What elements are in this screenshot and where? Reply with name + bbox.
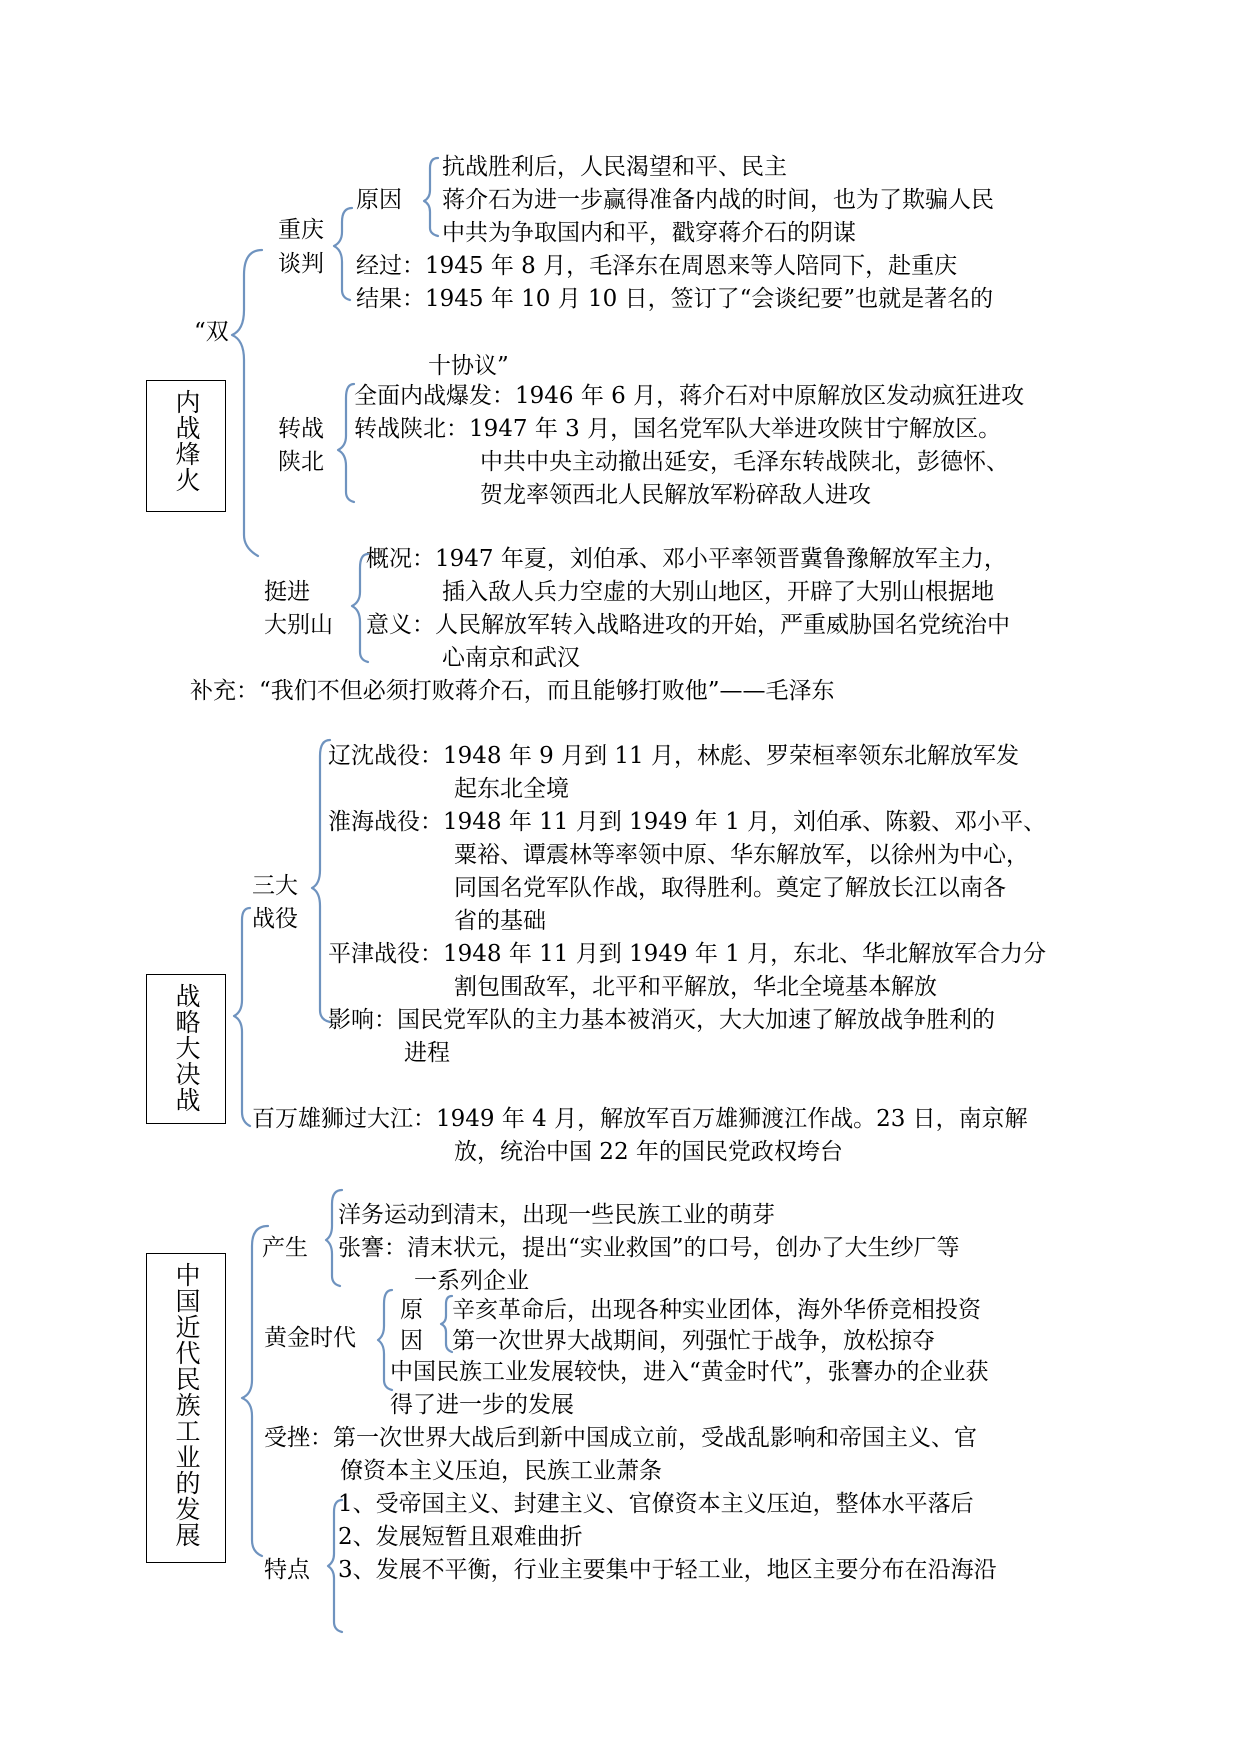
cross-river: 百万雄狮过大江：1949 年 4 月，解放军百万雄狮渡江作战。23 日，南京解 [252,1106,1028,1132]
golden-line-1: 中国民族工业发展较快，进入“黄金时代”，张謇办的企业获 [390,1359,989,1385]
chongqing-label-2: 谈判 [278,251,324,277]
shaanbei-label-1: 转战 [278,416,324,442]
chongqing-process: 经过：1945 年 8 月，毛泽东在周恩来等人陪同下，赴重庆 [356,253,958,279]
shaanbei-line-2: 转战陕北：1947 年 3 月，国名党军队大举进攻陕甘宁解放区。 [354,416,1002,442]
brace-section1-main [232,250,262,556]
dabieshan-label-2: 大别山 [264,612,333,638]
chansheng-line-3: 一系列企业 [414,1268,529,1294]
section2-title-box [146,974,226,1124]
huaihai-cont-3: 省的基础 [454,908,546,934]
golden-reason-label-2: 因 [400,1328,423,1354]
section3-title: 中国近代民族工业的发展 [172,1262,201,1548]
dabieshan-label-1: 挺进 [264,579,310,605]
brace-section3-main [242,1226,268,1556]
battles-impact-cont: 进程 [404,1040,450,1066]
shaanbei-line-1: 全面内战爆发：1946 年 6 月，蒋介石对中原解放区发动疯狂进攻 [354,383,1025,409]
reason-label: 原因 [356,187,402,213]
brace-golden-reasons [441,1296,452,1352]
brace-reasons [424,158,438,236]
shaanbei-line-3: 中共中央主动撤出延安，毛泽东转战陕北，彭德怀、 [480,449,1009,475]
golden-age-label: 黄金时代 [264,1325,356,1351]
golden-reason-1: 辛亥革命后，出现各种实业团体，海外华侨竞相投资 [452,1297,981,1323]
chansheng-line-2: 张謇：清末状元，提出“实业救国”的口号，创办了大生纱厂等 [338,1235,960,1261]
dabieshan-significance-cont: 心南京和武汉 [442,645,580,671]
chongqing-label-1: 重庆 [278,217,324,243]
features-label: 特点 [264,1557,310,1583]
section1-title: 内战烽火 [172,389,201,493]
setback-cont: 僚资本主义压迫，民族工业萧条 [340,1458,662,1484]
golden-reason-label-1: 原 [400,1297,423,1323]
brace-three-battles [312,740,330,1022]
huaihai-cont-1: 粟裕、谭震林等率领中原、华东解放军，以徐州为中心， [454,842,1029,868]
section2-title: 战略大决战 [172,983,201,1113]
brace-section2-main [234,908,250,1126]
chansheng-line-1: 洋务运动到清末，出现一些民族工业的萌芽 [338,1202,775,1228]
shaanbei-line-4: 贺龙率领西北人民解放军粉碎敌人进攻 [480,482,871,508]
feature-1: 1、受帝国主义、封建主义、官僚资本主义压迫，整体水平落后 [338,1491,974,1517]
golden-line-2: 得了进一步的发展 [390,1392,574,1418]
huaihai: 淮海战役：1948 年 11 月到 1949 年 1 月，刘伯承、陈毅、邓小平、 [328,809,1047,835]
chongqing-result: 结果：1945 年 10 月 10 日，签订了“会谈纪要”也就是著名的 [356,286,994,312]
brace-shaanbei [338,384,354,502]
brace-chongqing [334,208,352,300]
shuang-text: “双 [194,319,229,345]
setback: 受挫：第一次世界大战后到新中国成立前，受战乱影响和帝国主义、官 [264,1425,977,1451]
feature-2: 2、发展短暂且艰难曲折 [338,1524,583,1550]
reason-2: 蒋介石为进一步赢得准备内战的时间，也为了欺骗人民 [442,187,994,213]
pingjin: 平津战役：1948 年 11 月到 1949 年 1 月，东北、华北解放军合力分 [328,941,1047,967]
cross-river-cont: 放，统治中国 22 年的国民党政权垮台 [454,1139,843,1165]
section1-title-box [146,380,226,512]
golden-reason-2: 第一次世界大战期间，列强忙于战争，放松掠夺 [452,1328,935,1354]
supplement-quote: 补充：“我们不但必须打败蒋介石，而且能够打败他”——毛泽东 [190,678,835,704]
battles-impact: 影响：国民党军队的主力基本被消灭，大大加速了解放战争胜利的 [328,1007,995,1033]
shaanbei-label-2: 陕北 [278,449,324,475]
chongqing-result-cont: 十协议” [428,353,509,379]
dabieshan-overview: 概况：1947 年夏，刘伯承、邓小平率领晋冀鲁豫解放军主力， [366,546,1007,572]
feature-3: 3、发展不平衡，行业主要集中于轻工业，地区主要分布在沿海沿 [338,1557,997,1583]
pingjin-cont: 割包围敌军，北平和平解放，华北全境基本解放 [454,974,937,1000]
huaihai-cont-2: 同国名党军队作战，取得胜利。奠定了解放长江以南各 [454,875,1006,901]
chansheng-label: 产生 [262,1235,308,1261]
reason-3: 中共为争取国内和平，戳穿蒋介石的阴谋 [442,220,856,246]
dabieshan-significance: 意义：人民解放军转入战略进攻的开始，严重威胁国名党统治中 [366,612,1010,638]
reason-1: 抗战胜利后，人民渴望和平、民主 [442,154,787,180]
three-battles-label-2: 战役 [252,906,298,932]
liaoshen: 辽沈战役：1948 年 9 月到 11 月，林彪、罗荣桓率领东北解放军发 [328,743,1019,769]
section3-title-box [146,1253,226,1563]
liaoshen-cont: 起东北全境 [454,776,569,802]
three-battles-label-1: 三大 [252,873,298,899]
dabieshan-overview-cont: 插入敌人兵力空虚的大别山地区，开辟了大别山根据地 [442,579,994,605]
